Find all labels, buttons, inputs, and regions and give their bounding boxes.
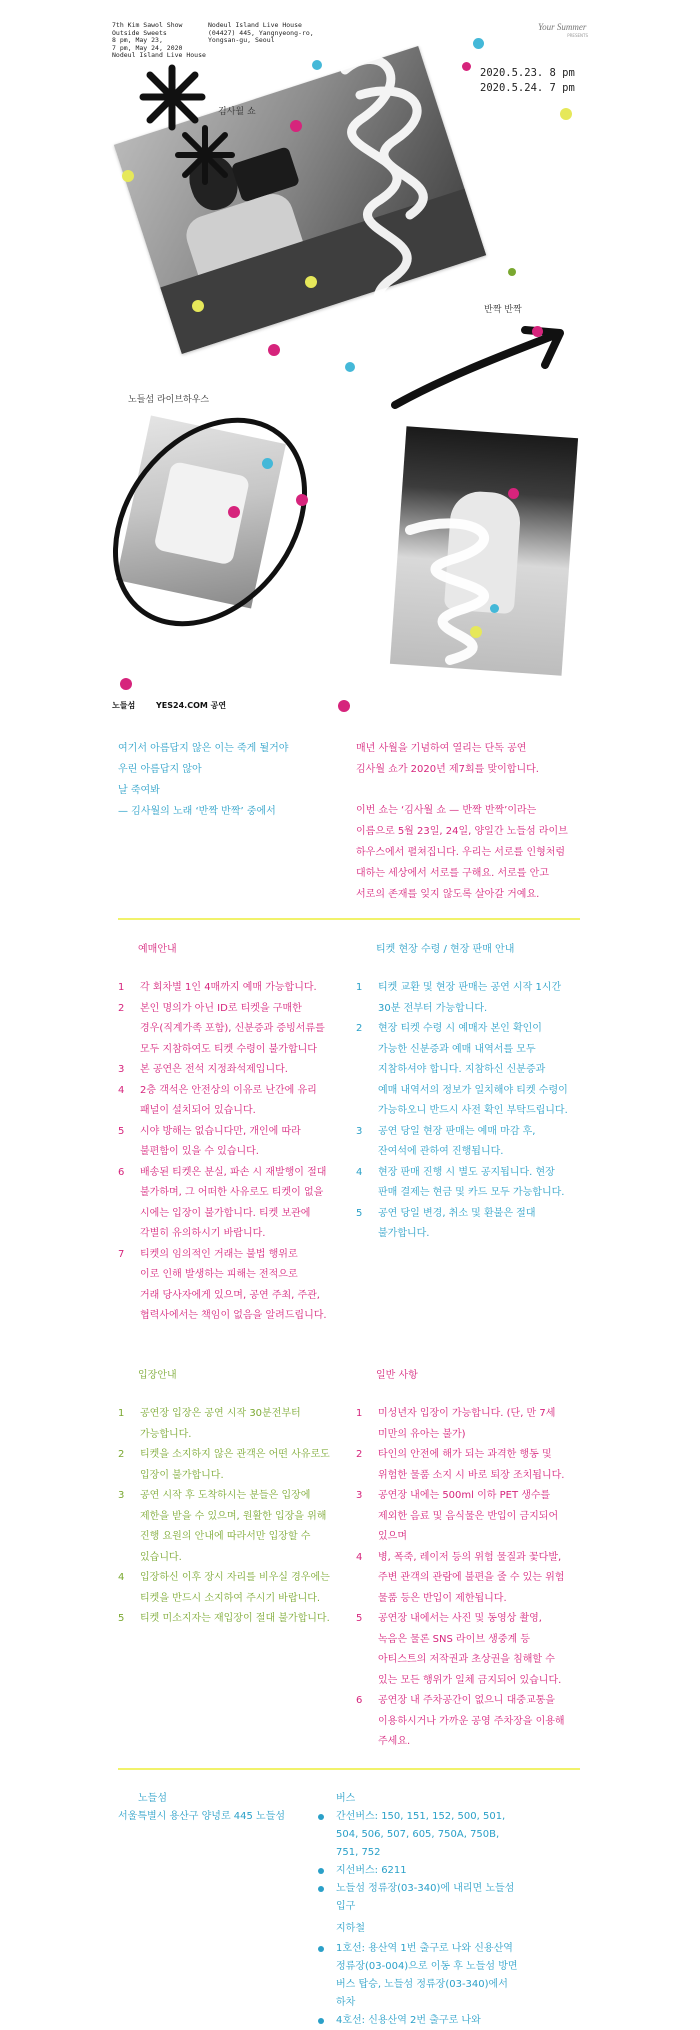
dot — [490, 604, 499, 613]
item-number: 2 — [356, 1449, 363, 1460]
intro-lyrics: 여기서 아름답지 않은 이는 죽게 될거야 우린 아름답지 않아 날 죽여봐 — 김사월의 노래 ‘반짝 반짝’ 중에서 — [118, 743, 289, 817]
item-text-line: 지참하셔야 합니다. 지참하신 신분증과 — [378, 1064, 546, 1075]
item-number: 2 — [356, 1023, 363, 1034]
bullet-item — [316, 1880, 556, 1916]
bullet-text-line: 1호선: 용산역 1번 출구로 나와 신용산역 — [336, 1943, 513, 1954]
item-text-line: 본인 명의가 아닌 ID로 티켓을 구매한 — [140, 1002, 302, 1014]
subway-list — [316, 1940, 556, 2030]
poster-header-right: Nodeul Island Live House (04427) 445, Yangnyeong-ro, Yongsan-gu, Seoul — [208, 21, 314, 44]
list-item — [118, 1081, 350, 1122]
dot — [192, 300, 204, 312]
poster-decorations — [0, 0, 700, 720]
brand-sub: PRESENTS — [567, 33, 588, 38]
list-item — [118, 1163, 350, 1245]
item-text-line: 이용하시거나 가까운 공영 주차장을 이용해 — [378, 1715, 565, 1727]
item-text-line: 티켓의 임의적인 거래는 불법 행위로 — [140, 1248, 298, 1260]
arrow-icon — [395, 330, 560, 405]
item-text-line: 시에는 입장이 불가합니다. 티켓 보관에 — [140, 1207, 311, 1219]
dot — [345, 362, 355, 372]
item-text-line: 공연장 내에는 500ml 이하 PET 생수를 — [378, 1490, 551, 1501]
dot — [122, 170, 134, 182]
bullet-text-line: 하차 — [336, 1997, 356, 2008]
intro-about-2: 이번 쇼는 ‘김사월 쇼 — 반짝 반짝’이라는 이름으로 5월 23일, 24일, 양일간 노들섬 라이브 하우스에서 펼쳐집니다. 우리는 서로를 인형처럼 대하는 세상에서 서로를 구해요. 서로를 안고 서로의 존재를 잊지 않도록 살아갈 거예요. — [356, 805, 568, 900]
dot — [338, 700, 350, 712]
dot — [262, 458, 273, 469]
list-item — [118, 1404, 350, 1445]
item-number: 3 — [356, 1125, 363, 1137]
dot — [532, 326, 543, 337]
item-text-line: 주변 관객의 관람에 불편을 줄 수 있는 위험 — [378, 1572, 565, 1583]
brand-logo: Your Summer — [538, 22, 587, 32]
list-item — [118, 1486, 350, 1568]
item-number: 5 — [118, 1613, 125, 1624]
bus-list — [316, 1808, 556, 1916]
item-text-line: 패널이 설치되어 있습니다. — [140, 1105, 256, 1116]
item-text-line: 아티스트의 저작권과 초상권을 침해할 수 — [378, 1654, 555, 1665]
item-text-line: 경우(직계가족 포함), 신분증과 증빙서류를 — [140, 1023, 325, 1034]
bullet-text-line: 504, 506, 507, 605, 750A, 750B, — [336, 1829, 500, 1840]
item-text-line: 거래 당사자에게 있으며, 공연 주최, 주관, — [140, 1289, 320, 1301]
item-number: 4 — [356, 1551, 363, 1563]
item-text-line: 현장 티켓 수령 시 예매자 본인 확인이 — [378, 1023, 542, 1034]
ticket-guide-title: 예매안내 — [138, 944, 177, 955]
item-text-line: 협력사에서는 책임이 없음을 알려드립니다. — [140, 1310, 327, 1321]
item-text-line: 병, 폭죽, 레이저 등의 위험 물질과 꽃다발, — [378, 1551, 562, 1563]
dot — [290, 120, 302, 132]
item-text-line: 있는 모든 행위가 일체 금지되어 있습니다. — [378, 1674, 562, 1686]
item-number: 1 — [356, 982, 363, 993]
divider — [118, 1768, 580, 1770]
list-item — [356, 1204, 596, 1245]
dot — [312, 60, 322, 70]
item-number: 6 — [356, 1695, 363, 1706]
list-item — [356, 1122, 596, 1163]
intro-about-1: 매년 사월을 기념하여 열리는 단독 공연 김사월 쇼가 2020년 제7회를 맞이합니다. — [356, 743, 539, 775]
item-number: 1 — [118, 1408, 125, 1419]
item-number: 6 — [118, 1166, 125, 1178]
dot — [462, 62, 471, 71]
list-item — [118, 978, 350, 999]
bullet-text-line: 버스 탑승, 노들섬 정류장(03-340)에서 — [336, 1979, 508, 1990]
item-text-line: 30분 전부터 가능합니다. — [378, 1002, 488, 1014]
show-dates: 2020.5.23. 8 pm 2020.5.24. 7 pm — [480, 67, 575, 94]
list-item — [356, 1404, 596, 1445]
bullet-item — [316, 1808, 556, 1862]
item-text-line: 제한을 받을 수 있으며, 원활한 입장을 위해 — [140, 1510, 327, 1522]
bullet-item — [316, 1862, 556, 1880]
item-text-line: 공연 당일 현장 판매는 예매 마감 후, — [378, 1125, 536, 1137]
item-text-line: 불가합니다. — [378, 1228, 430, 1239]
bullet-text-line: 4호선: 신용산역 2번 출구로 나와 — [336, 2015, 481, 2026]
oval-scribble — [76, 383, 343, 660]
item-text-line: 진행 요원의 안내에 따라서만 입장할 수 — [140, 1531, 311, 1542]
item-text-line: 공연장 내 주차공간이 없으니 대중교통을 — [378, 1695, 555, 1706]
divider — [118, 918, 580, 920]
bus-title: 버스 — [336, 1793, 356, 1804]
dot — [296, 494, 308, 506]
item-number: 2 — [118, 1002, 125, 1014]
item-text-line: 티켓 교환 및 현장 판매는 공연 시작 1시간 — [378, 982, 562, 993]
list-item — [356, 978, 596, 1019]
entry-guide-list — [118, 1404, 350, 1630]
item-text-line: 공연장 내에서는 사진 및 동영상 촬영, — [378, 1613, 542, 1624]
item-text-line: 2층 객석은 안전상의 이유로 난간에 유리 — [140, 1084, 317, 1096]
item-text-line: 공연장 입장은 공연 시작 30분전부터 — [140, 1408, 301, 1419]
item-text-line: 미만의 유아는 불가) — [378, 1428, 466, 1440]
dot — [120, 678, 132, 690]
item-text-line: 제외한 음료 및 음식물은 반입이 금지되어 — [378, 1510, 559, 1522]
item-text-line: 이로 인해 발생하는 피해는 전적으로 — [140, 1269, 298, 1280]
item-text-line: 입장하신 이후 장시 자리를 비우실 경우에는 — [140, 1572, 330, 1583]
list-item — [356, 1019, 596, 1122]
item-text-line: 예매 내역서의 정보가 일치해야 티켓 수령이 — [378, 1084, 568, 1096]
bullet-text-line: 751, 752 — [336, 1847, 381, 1858]
item-text-line: 본 공연은 전석 지정좌석제입니다. — [140, 1064, 288, 1075]
dot — [508, 488, 519, 499]
item-text-line: 가능합니다. — [140, 1428, 192, 1440]
item-text-line: 미성년자 입장이 가능합니다. (단, 만 7세 — [378, 1408, 556, 1419]
item-text-line: 불가하며, 그 어떠한 사유로도 티켓이 없을 — [140, 1187, 324, 1198]
item-text-line: 녹음은 물론 SNS 라이브 생중계 등 — [378, 1633, 530, 1645]
item-number: 1 — [118, 982, 125, 993]
nodeul-logo: 노들섬 — [112, 701, 136, 710]
item-number: 5 — [118, 1125, 125, 1137]
list-item — [118, 1122, 350, 1163]
bullet-item — [316, 1940, 556, 2012]
item-text-line: 물품 등은 반입이 제한됩니다. — [378, 1592, 507, 1604]
ticket-pickup-title: 티켓 현장 수령 / 현장 판매 안내 — [376, 944, 515, 955]
general-title: 일반 사항 — [376, 1370, 418, 1381]
list-item — [356, 1163, 596, 1204]
list-item — [356, 1691, 596, 1753]
bullet-text-line: 입구 — [336, 1901, 356, 1912]
location-address: 서울특별시 용산구 양녕로 445 노들섬 — [118, 1811, 286, 1822]
item-text-line: 잔여석에 관하여 진행됩니다. — [378, 1146, 504, 1157]
list-item — [356, 1486, 596, 1548]
dot — [560, 108, 572, 120]
poster — [0, 0, 700, 720]
item-text-line: 티켓 미소지자는 재입장이 절대 불가합니다. — [140, 1613, 330, 1624]
song-tag: 반짝 반짝 — [484, 305, 522, 315]
scribble-bottom — [410, 523, 484, 660]
item-text-line: 있으며 — [378, 1531, 407, 1542]
location-name: 노들섬 — [138, 1793, 167, 1804]
item-number: 4 — [356, 1166, 363, 1178]
dot — [508, 268, 516, 276]
item-text-line: 있습니다. — [140, 1551, 182, 1563]
bullet-item — [316, 2012, 556, 2030]
dot — [305, 276, 317, 288]
list-item — [118, 1609, 350, 1630]
star-icon-small — [178, 128, 232, 182]
item-text-line: 시야 방해는 없습니다만, 개인에 따라 — [140, 1125, 301, 1137]
list-item — [118, 1060, 350, 1081]
star-icon-large — [143, 68, 202, 127]
item-text-line: 티켓을 반드시 소지하여 주시기 바랍니다. — [140, 1592, 321, 1604]
item-text-line: 가능한 신분증과 예매 내역서를 모두 — [378, 1043, 536, 1055]
item-number: 5 — [356, 1207, 363, 1219]
scribble-top-right — [345, 60, 423, 350]
item-number: 3 — [356, 1490, 363, 1501]
bullet-text-line: 정류장(03-004)으로 이동 후 노들섬 방면 — [336, 1961, 518, 1972]
item-text-line: 각 회차별 1인 4매까지 예매 가능합니다. — [140, 982, 317, 993]
item-text-line: 모두 지참하여도 티켓 수령이 불가합니다 — [140, 1043, 317, 1055]
item-text-line: 타인의 안전에 해가 되는 과격한 행동 및 — [378, 1449, 552, 1460]
list-item — [356, 1445, 596, 1486]
item-number: 1 — [356, 1408, 363, 1419]
item-text-line: 위험한 물품 소지 시 바로 퇴장 조치됩니다. — [378, 1469, 565, 1481]
entry-guide-title: 입장안내 — [138, 1370, 177, 1381]
item-number: 4 — [118, 1572, 125, 1583]
list-item — [356, 1548, 596, 1610]
list-item — [118, 999, 350, 1061]
bullet-text-line: 지선버스: 6211 — [336, 1865, 407, 1876]
dot — [228, 506, 240, 518]
item-text-line: 불편함이 있을 수 있습니다. — [140, 1146, 259, 1157]
bullet-text-line: 노들섬 정류장(03-340)에 내리면 노들섬 — [336, 1883, 515, 1894]
list-item — [118, 1445, 350, 1486]
item-number: 3 — [118, 1064, 125, 1075]
poster-header-left: 7th Kim Sawol Show Outside Sweets 8 pm, May 23, 7 pm, May 24, 2020 Nodeul Island Live House — [112, 21, 206, 59]
item-text-line: 현장 판매 진행 시 별도 공지됩니다. 현장 — [378, 1166, 555, 1178]
item-text-line: 티켓을 소지하지 않은 관객은 어떤 사유로도 — [140, 1449, 330, 1460]
item-text-line: 배송된 티켓은 분실, 파손 시 재발행이 절대 — [140, 1166, 327, 1178]
general-list — [356, 1404, 596, 1753]
show-title: 김사월 쇼 — [218, 107, 256, 117]
item-text-line: 주세요. — [378, 1736, 411, 1747]
item-number: 2 — [118, 1449, 125, 1460]
dot — [473, 38, 484, 49]
item-text-line: 공연 당일 변경, 취소 및 환불은 절대 — [378, 1207, 536, 1219]
dot — [470, 626, 482, 638]
item-number: 5 — [356, 1613, 363, 1624]
item-number: 4 — [118, 1084, 125, 1096]
item-text-line: 각별히 유의하시기 바랍니다. — [140, 1228, 266, 1239]
list-item — [118, 1245, 350, 1327]
ticket-pickup-list — [356, 978, 596, 1245]
list-item — [118, 1568, 350, 1609]
list-item — [356, 1609, 596, 1691]
venue-tag: 노들섬 라이브하우스 — [128, 395, 210, 405]
item-text-line: 가능하오니 반드시 사전 확인 부탁드립니다. — [378, 1105, 568, 1116]
bullet-text-line: 간선버스: 150, 151, 152, 500, 501, — [336, 1811, 506, 1822]
dot — [268, 344, 280, 356]
subway-title: 지하철 — [336, 1923, 365, 1934]
item-number: 7 — [118, 1248, 125, 1260]
item-text-line: 공연 시작 후 도착하시는 분들은 입장에 — [140, 1490, 311, 1501]
item-text-line: 판매 결제는 현금 및 카드 모두 가능합니다. — [378, 1187, 565, 1198]
yes24-logo: YES24.COM 공연 — [156, 701, 227, 710]
item-number: 3 — [118, 1490, 125, 1501]
ticket-guide-list — [118, 978, 350, 1327]
item-text-line: 입장이 불가합니다. — [140, 1469, 224, 1481]
